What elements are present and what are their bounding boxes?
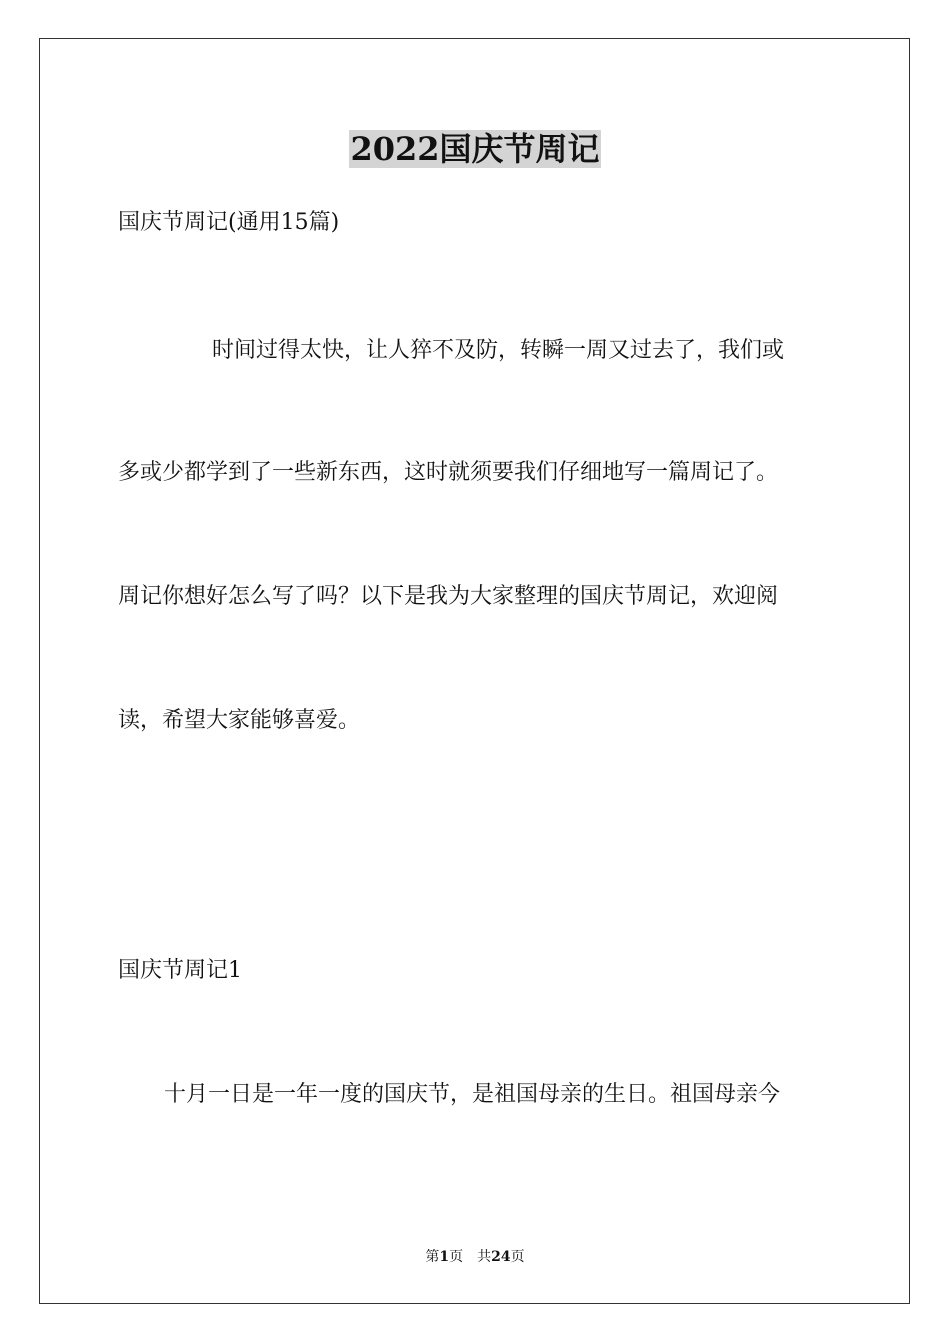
- page-footer: [0, 1247, 950, 1267]
- section-heading: 国庆节周记1: [118, 958, 242, 983]
- intro-line-1: 时间过得太快，让人猝不及防，转瞬一周又过去了，我们或: [212, 338, 785, 363]
- document-title-text: 2022国庆节周记: [350, 130, 600, 168]
- footer-total-suffix: 页: [510, 1249, 525, 1265]
- intro-line-3: 周记你想好怎么写了吗？以下是我为大家整理的国庆节周记，欢迎阅: [118, 584, 779, 609]
- intro-line-2: 多或少都学到了一些新东西，这时就须要我们仔细地写一篇周记了。: [118, 460, 779, 485]
- footer-page-suffix: 页: [449, 1249, 464, 1265]
- footer-page-number: 1: [439, 1249, 450, 1265]
- document-subtitle: 国庆节周记(通用15篇): [118, 210, 340, 235]
- intro-line-4: 读，希望大家能够喜爱。: [118, 708, 361, 733]
- footer-total-prefix: 共: [477, 1249, 492, 1265]
- section-first-line: 十月一日是一年一度的国庆节，是祖国母亲的生日。祖国母亲今: [164, 1082, 781, 1107]
- footer-total-pages: 24: [491, 1249, 511, 1265]
- footer-page-prefix: 第: [425, 1249, 440, 1265]
- document-title: [0, 126, 950, 172]
